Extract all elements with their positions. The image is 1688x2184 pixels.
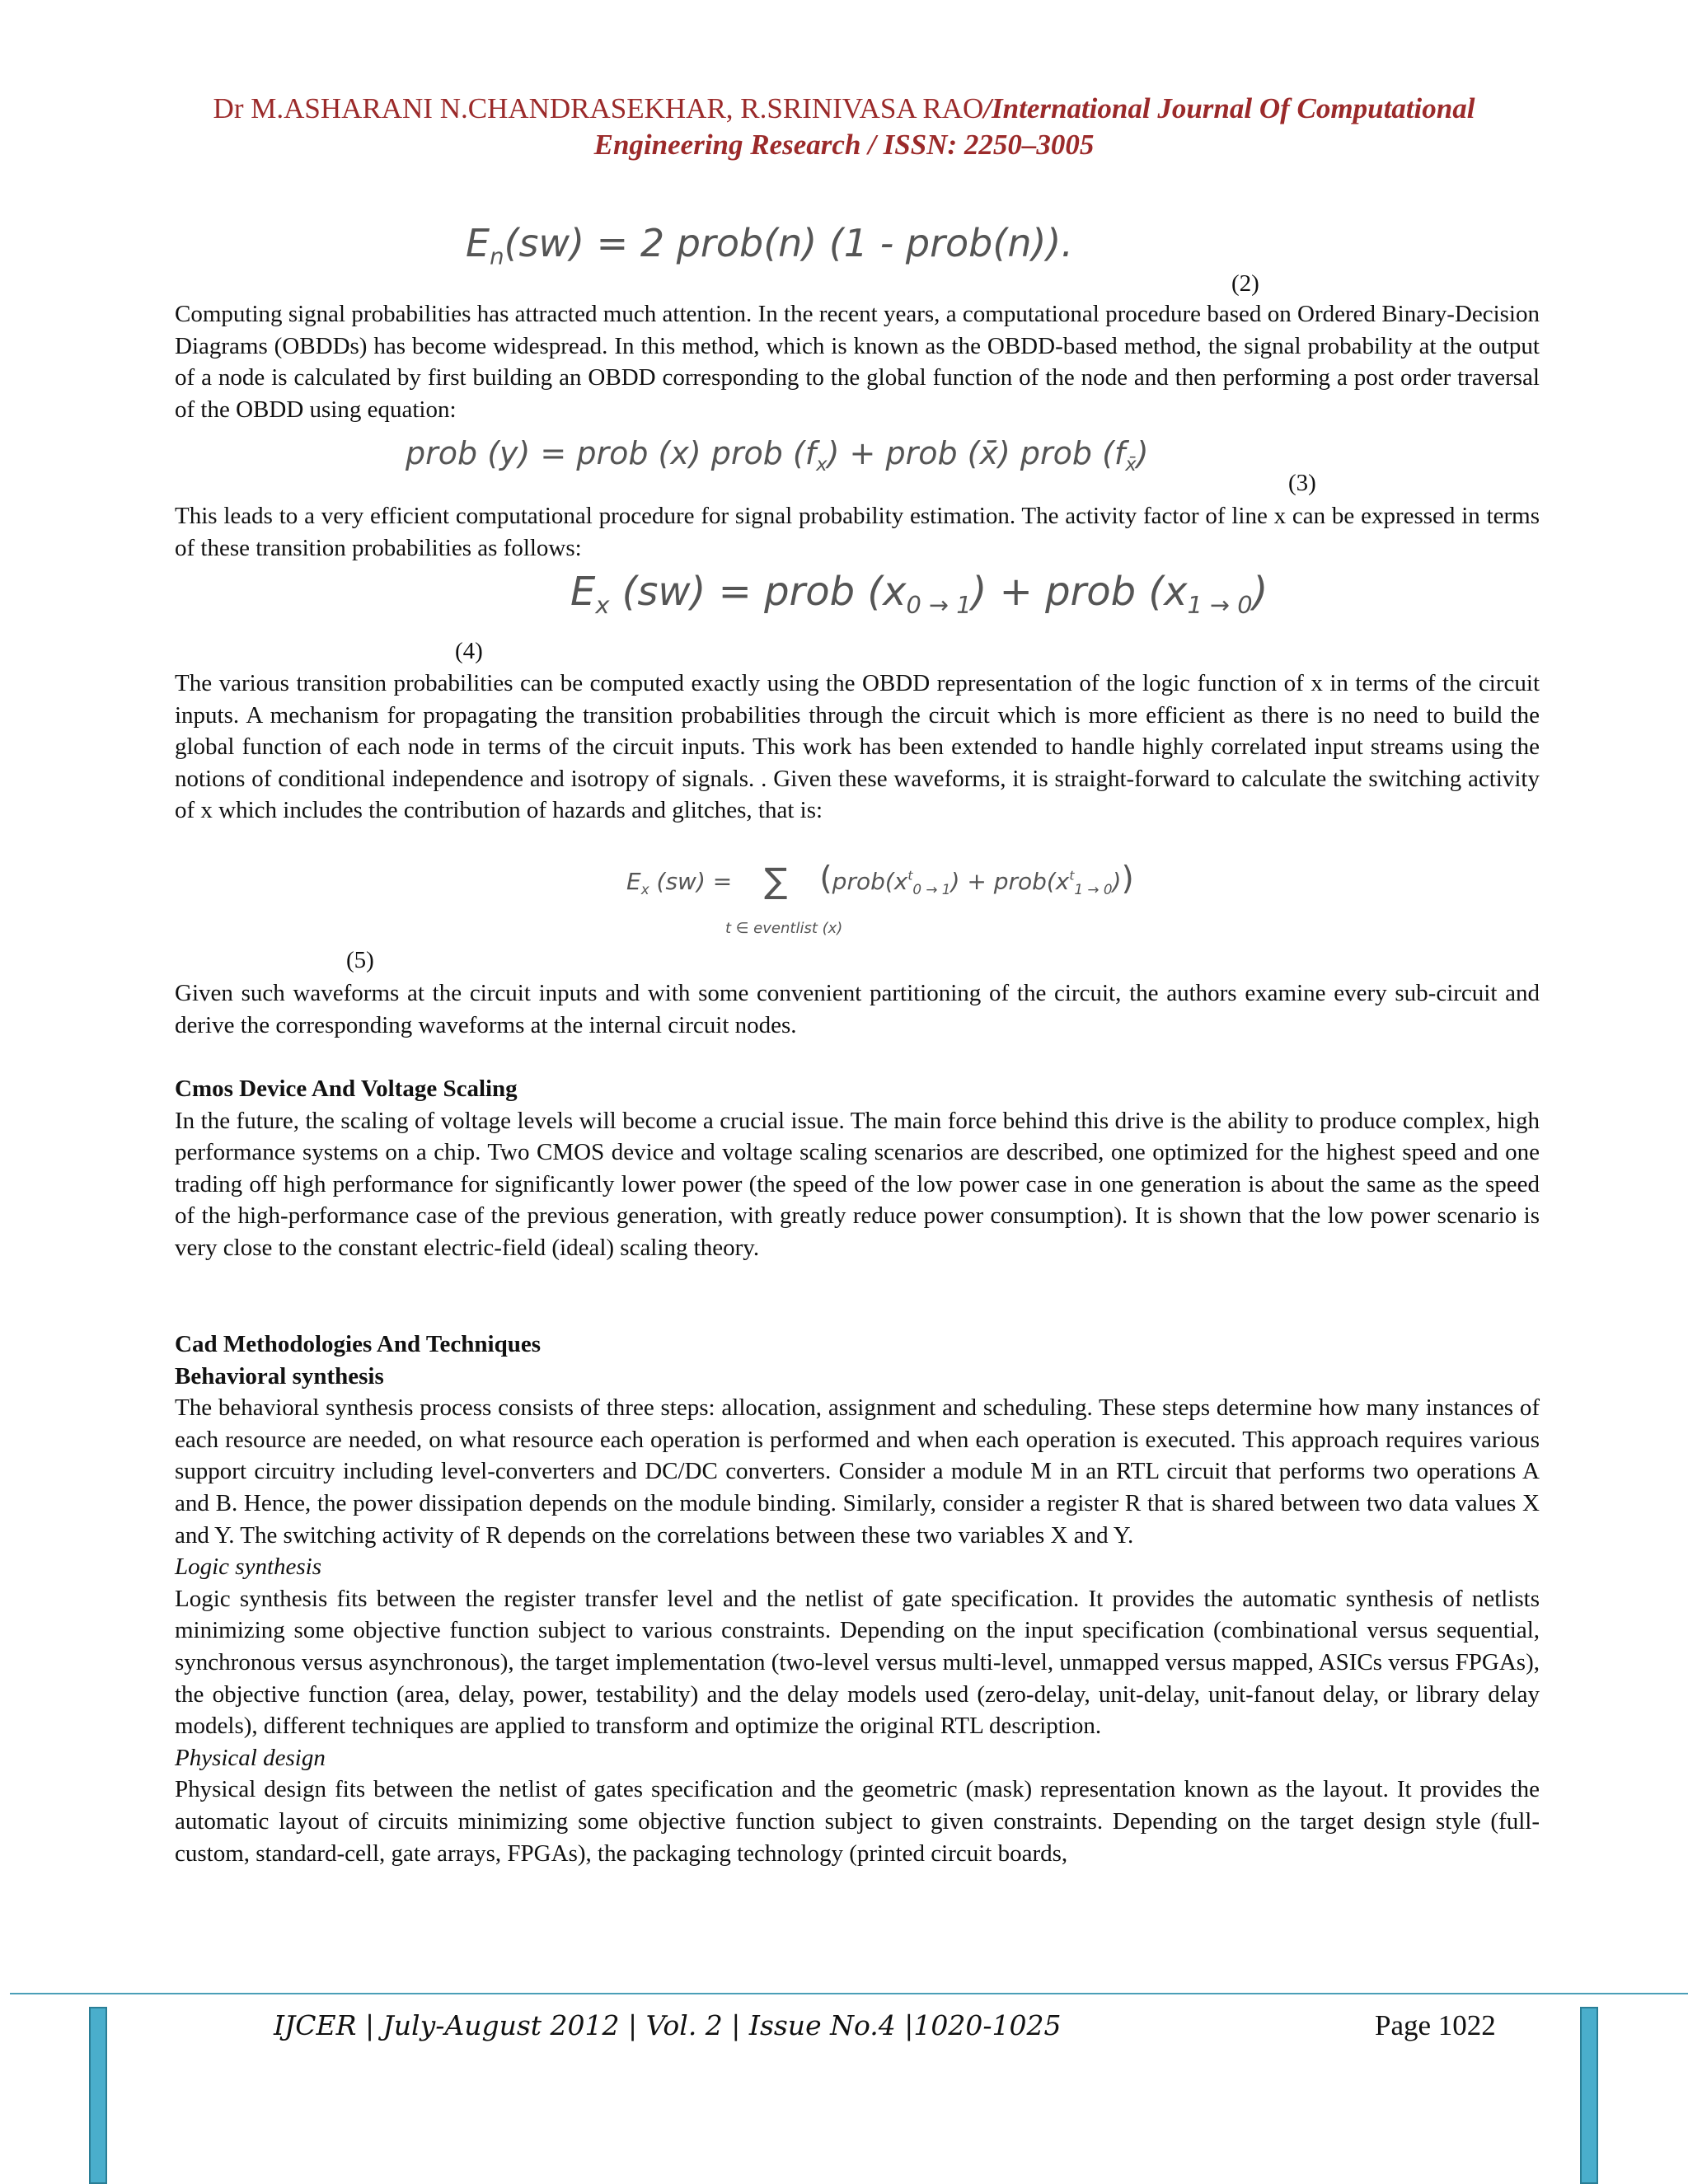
header-authors: Dr M.ASHARANI N.CHANDRASEKHAR, R.SRINIVASA RAO [213,92,984,124]
text-block-1 [175,298,1540,425]
paragraph-logic: Logic synthesis fits between the register transfer level and the netlist of gate specification. It provides the automatic synthesis of netlists minimizing some objective function subject to various constraints. Depending on the input specification (combinational versus sequential, synchronous versus asynchronous), the target implementation (two-level versus multi-level, unmapped versus mapped, ASICs versus FPGAs), the objective function (area, delay, power, testability) and the delay models used (zero-delay, unit-delay, unit-fanout delay, or library delay models), different techniques are applied to transform and optimize the original RTL description. [175,1585,1540,1740]
footer-citation: IJCER | July-August 2012 | Vol. 2 | Issue No.4 |1020-1025 [274,2009,1062,2041]
text-block-4 [175,977,1540,1041]
equation-number-4: (4) [455,638,483,664]
running-header [0,91,1688,163]
paragraph-cmos: In the future, the scaling of voltage levels will become a crucial issue. The main force behind this drive is the ability to produce complex, high performance systems on a chip. Two CMOS device and voltage scaling scenarios are described, one optimized for the highest speed and one trading off high performance for significantly lower power (the speed of the low power case in one generation is about the same as the speed of the high-performance case of the previous generation, with greatly reduce power consumption). It is shown that the low power scenario is very close to the constant electric-field (ideal) scaling theory. [175,1107,1540,1261]
equation-number-3: (3) [1288,470,1316,496]
paragraph-behavioral: The behavioral synthesis process consists of three steps: allocation, assignment and scheduling. These steps determine how many instances of each resource are needed, on what resource each operation is performed and when each operation is executed. This approach requires various support circuitry including level-converters and DC/DC converters. Consider a module M in an RTL circuit that performs two operations A and B. Hence, the power dissipation depends on the module binding. Similarly, consider a register R that is shared between two data values X and Y. The switching activity of R depends on the correlations between these two variables X and Y. [175,1394,1540,1549]
equation-2: $E_n(sw) = 2$ prob(n) (1 - prob(n)). [466,221,1073,270]
heading-cad: Cad Methodologies And Techniques [175,1331,541,1357]
equation-5: $E_x$ (sw) = ∑ ($prob(x^t_{0 \to 1})$ + $prob(x^t_{1 \to 0})$) [626,860,1134,902]
equation-3: prob (y) = prob (x) prob $(f_x)$ + prob (x̄) prob $(f_{x̄})$ [406,435,1149,476]
section-cmos [175,1073,1540,1264]
paragraph-transition-probabilities: The various transition probabilities can be computed exactly using the OBDD representation of the logic function of x in terms of the circuit inputs. A mechanism for propagating the transition probabilities through the circuit which is more efficient as there is no need to build the global function of each node in terms of the circuit inputs. This work has been extended to handle highly correlated input streams using the notions of conditional independence and isotropy of signals. . Given these waveforms, it is straight-forward to calculate the switching activity of x which includes the contribution of hazards and glitches, that is: [175,670,1540,824]
text-block-3 [175,668,1540,827]
text-block-2 [175,500,1540,564]
header-line-1 [0,91,1688,127]
footer-divider [10,1993,1688,1994]
equation-number-5: (5) [346,947,374,973]
paragraph-waveforms: Given such waveforms at the circuit inputs and with some convenient partitioning of the circuit, the authors examine every sub-circuit and derive the corresponding waveforms at the internal circuit nodes. [175,980,1540,1038]
header-journal: /International Journal Of Computational [983,92,1475,124]
summation-symbol: ∑ [764,860,788,902]
footer-page-number: Page 1022 [1375,2009,1496,2041]
paragraph-obdd: Computing signal probabilities has attracted much attention. In the recent years, a computational procedure based on Ordered Binary-Decision Diagrams (OBDDs) has become widespread. In this method, which is known as the OBDD-based method, the signal probability at the output of a node is calculated by first building an OBDD corresponding to the global function of the node and then performing a post order traversal of the OBDD using equation: [175,301,1540,423]
header-line-2: Engineering Research / ISSN: 2250–3005 [593,129,1095,161]
equation-number-2: (2) [1231,270,1259,297]
heading-cmos: Cmos Device And Voltage Scaling [175,1076,518,1102]
heading-logic: Logic synthesis [175,1554,322,1581]
paragraph-activity-factor: This leads to a very efficient computational procedure for signal probability estimation. The activity factor of line x can be expressed in terms of these transition probabilities as follows: [175,503,1540,561]
footer-bar-left [89,2007,107,2184]
footer-bar-right [1580,2007,1598,2184]
equation-4: $E_x$ (sw) = prob $(x_{0 \to 1})$ + prob $(x_{1 \to 0})$ [570,569,1268,620]
paragraph-physical: Physical design fits between the netlist of gates specification and the geometric (mask) representation known as the layout. It provides the automatic layout of circuits minimizing some objective function subject to given constraints. Depending on the target design style (full-custom, standard-cell, gate arrays, FPGAs), the packaging technology (printed circuit boards, [175,1776,1540,1867]
section-cad [175,1329,1540,1869]
heading-behavioral: Behavioral synthesis [175,1362,384,1390]
heading-physical: Physical design [175,1744,326,1771]
equation-5-sum-range: t ∈ eventlist (x) [725,920,843,937]
